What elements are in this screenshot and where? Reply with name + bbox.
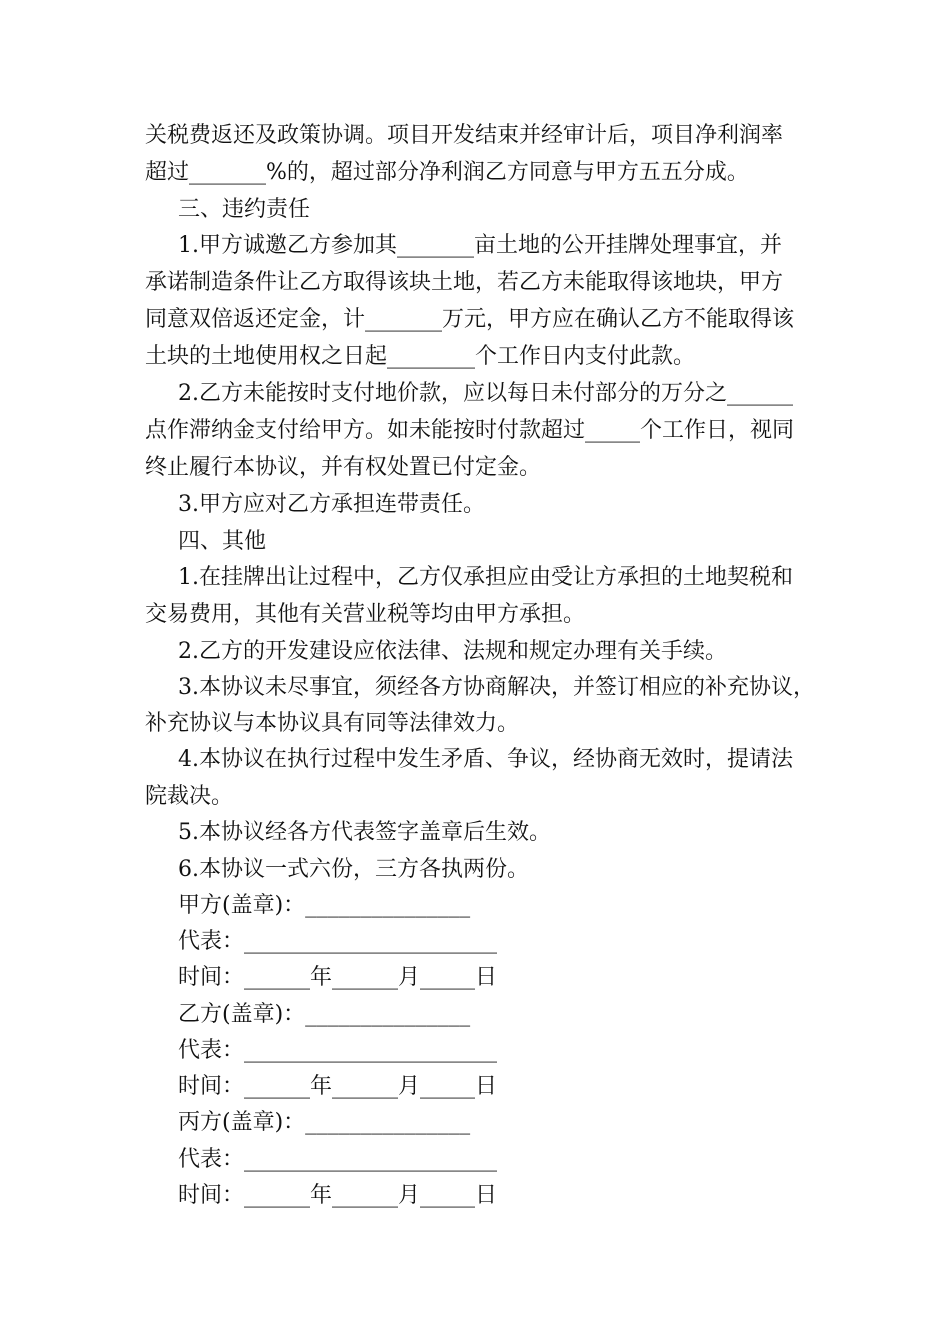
paragraph-line: 承诺制造条件让乙方取得该块土地，若乙方未能取得该地块，甲方 (145, 270, 784, 295)
signature-representative: 代表：_______________________ (178, 1147, 498, 1172)
paragraph-line: 终止履行本协议，并有权处置已付定金。 (145, 455, 542, 480)
paragraph-line: 2.乙方未能按时支付地价款，应以每日未付部分的万分之______ (178, 381, 793, 406)
paragraph-line: 3.本协议未尽事宜，须经各方协商解决，并签订相应的补充协议， (178, 675, 815, 700)
signature-representative: 代表：_______________________ (178, 1038, 498, 1063)
signature-party-b: 乙方(盖章)：_______________ (178, 1002, 471, 1027)
paragraph-line: 6.本协议一式六份，三方各执两份。 (178, 857, 529, 882)
section-heading: 四、其他 (178, 529, 267, 554)
paragraph-line: 2.乙方的开发建设应依法律、法规和规定办理有关手续。 (178, 639, 727, 664)
paragraph-line: 院裁决。 (145, 784, 234, 809)
paragraph-line: 补充协议与本协议具有同等法律效力。 (145, 711, 520, 736)
paragraph-line: 同意双倍返还定金，计_______万元，甲方应在确认乙方不能取得该 (145, 307, 795, 332)
paragraph-line: 土块的土地使用权之日起________个工作日内支付此款。 (145, 344, 696, 369)
paragraph-line: 5.本协议经各方代表签字盖章后生效。 (178, 820, 551, 845)
section-heading: 三、违约责任 (178, 197, 311, 222)
signature-party-a: 甲方(盖章)：_______________ (178, 893, 471, 918)
signature-date: 时间：______年______月_____日 (178, 965, 498, 990)
paragraph-line: 超过_______%的，超过部分净利润乙方同意与甲方五五分成。 (145, 160, 749, 185)
signature-date: 时间：______年______月_____日 (178, 1074, 498, 1099)
paragraph-line: 4.本协议在执行过程中发生矛盾、争议，经协商无效时，提请法 (178, 747, 793, 772)
paragraph-line: 1.在挂牌出让过程中，乙方仅承担应由受让方承担的土地契税和 (178, 565, 793, 590)
signature-date: 时间：______年______月_____日 (178, 1183, 498, 1208)
paragraph-line: 点作滞纳金支付给甲方。如未能按时付款超过_____个工作日，视同 (145, 418, 795, 443)
paragraph-line: 交易费用，其他有关营业税等均由甲方承担。 (145, 602, 586, 627)
paragraph-line: 3.甲方应对乙方承担连带责任。 (178, 492, 485, 517)
signature-party-c: 丙方(盖章)：_______________ (178, 1110, 471, 1135)
paragraph-line: 关税费返还及政策协调。项目开发结束并经审计后，项目净利润率 (145, 123, 784, 148)
signature-representative: 代表：_______________________ (178, 929, 498, 954)
paragraph-line: 1.甲方诚邀乙方参加其_______亩土地的公开挂牌处理事宜，并 (178, 233, 782, 258)
